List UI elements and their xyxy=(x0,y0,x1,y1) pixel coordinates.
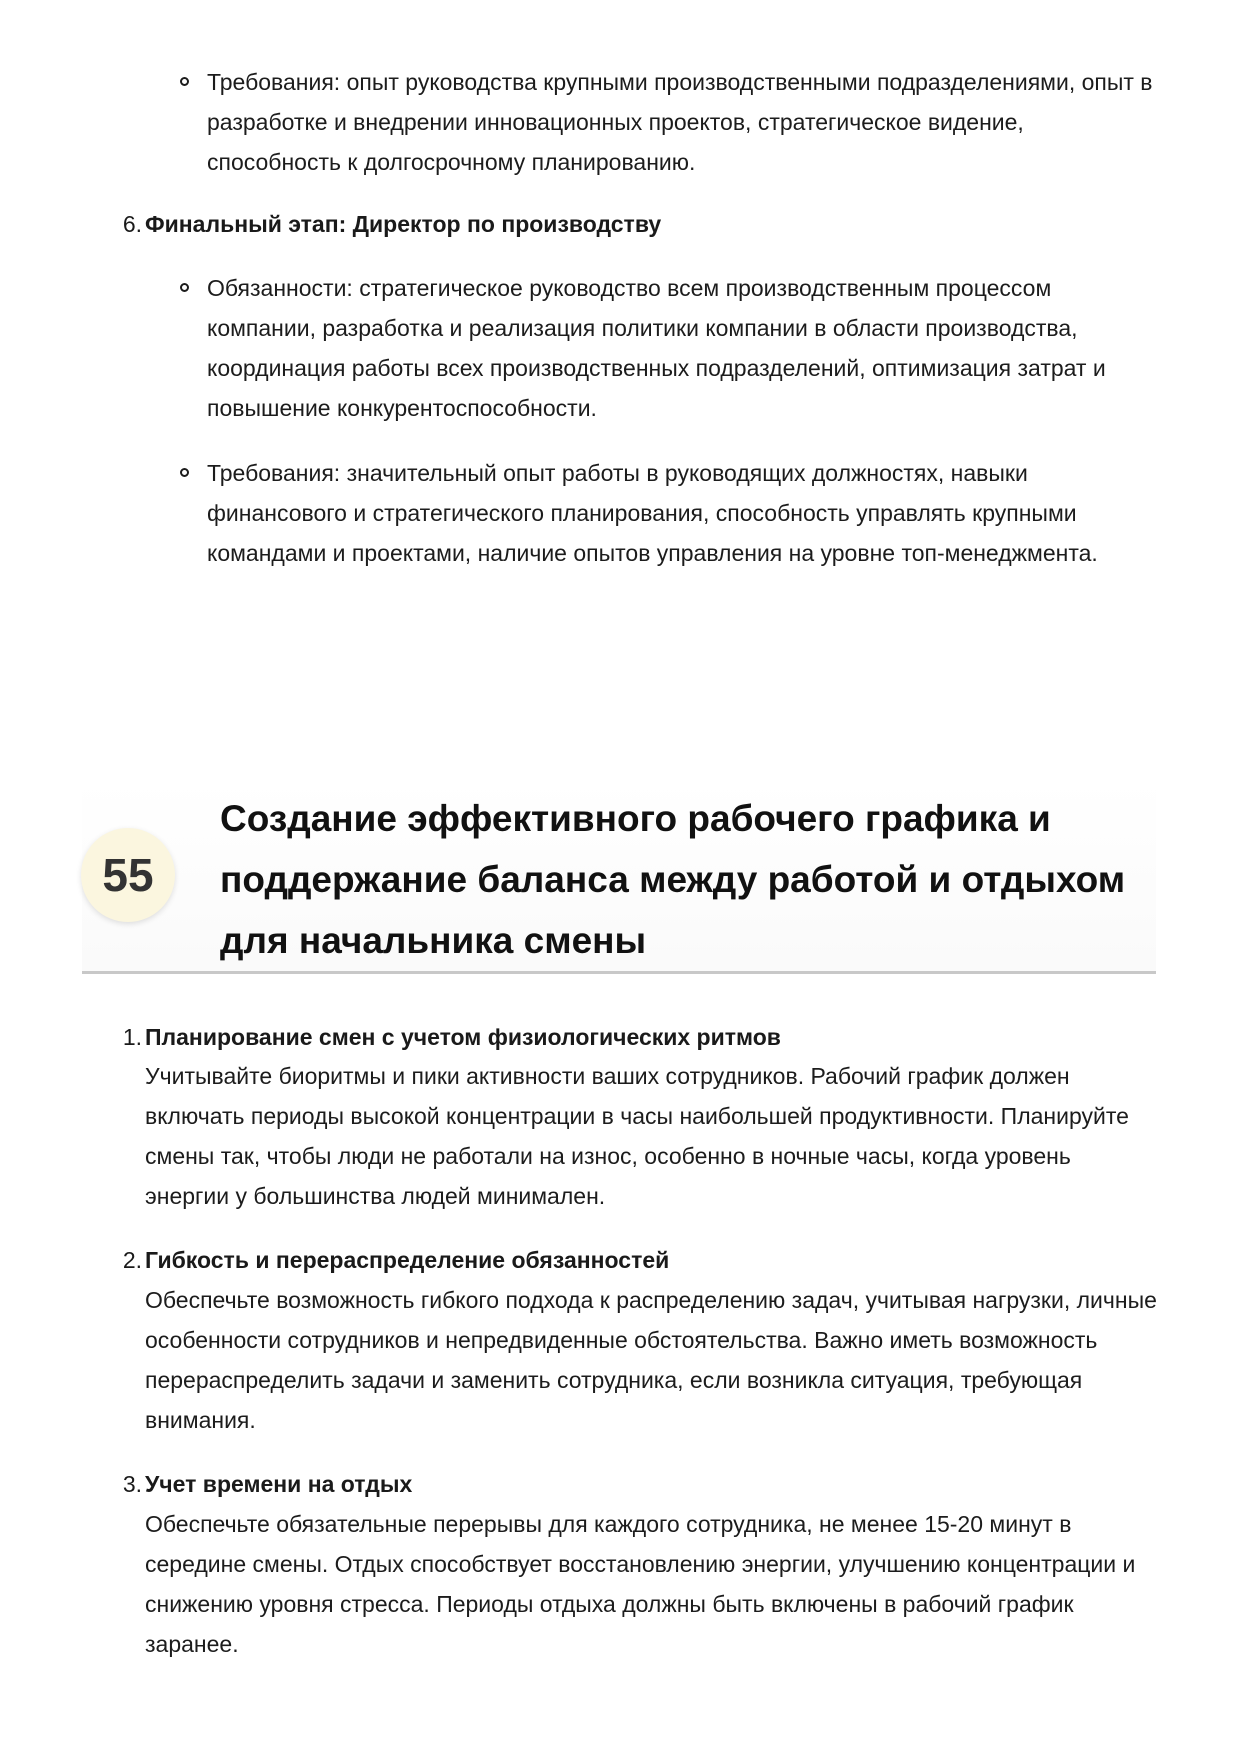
list-item-requirements xyxy=(207,453,1157,573)
list-item-body: Обеспечьте возможность гибкого подхода к распределению задач, учитывая нагрузки, личные особенности сотрудников и непредвиденные обстоятельства. Важно иметь возможность перераспределить задачи и заменить сотрудника, если возникла ситуация, требующая внимания. xyxy=(145,1287,1157,1433)
section-title: Создание эффективного рабочего графика и поддержание баланса между работой и отдыхом для начальника смены xyxy=(220,798,1126,961)
list-item-body: Учитывайте биоритмы и пики активности ваших сотрудников. Рабочий график должен включать периоды высокой концентрации в часы наибольшей продуктивности. Планируйте смены так, чтобы люди не работали на износ, особенно в ночные часы, когда уровень энергии у большинства людей минимален. xyxy=(145,1063,1129,1209)
list-item-title: Гибкость и перераспределение обязанностей xyxy=(145,1247,670,1273)
requirements-text: Требования: значительный опыт работы в руководящих должностях, навыки финансового и стратегического планирования, способность управлять крупными командами и проектами, наличие опытов управления на уровне топ-менеджмента. xyxy=(207,460,1098,566)
list-item-requirements-prev xyxy=(207,62,1157,182)
list-number: 1. xyxy=(122,1024,142,1050)
list-number: 6. xyxy=(122,211,142,237)
list-item-title: Учет времени на отдых xyxy=(145,1471,413,1497)
hollow-bullet-icon xyxy=(180,77,189,86)
list-item-body: Обеспечьте обязательные перерывы для каждого сотрудника, не менее 15-20 минут в середине смены. Отдых способствует восстановлению энергии, улучшению концентрации и снижению уровня стресса. Периоды отдыха должны быть включены в рабочий график заранее. xyxy=(145,1511,1136,1657)
duties-text: Обязанности: стратегическое руководство всем производственным процессом компании, разработка и реализация политики компании в области производства, координация работы всех производственных подразделений, оптимизация затрат и повышение конкурентоспособности. xyxy=(207,275,1106,421)
list-item-duties xyxy=(207,268,1157,428)
section-number-badge: 55 xyxy=(81,828,175,922)
requirements-text: Требования: опыт руководства крупными производственными подразделениями, опыт в разработке и внедрении инновационных проектов, стратегическое видение, способность к долгосрочному планированию. xyxy=(207,69,1153,175)
list-item-title: Финальный этап: Директор по производству xyxy=(145,211,662,237)
hollow-bullet-icon xyxy=(180,283,189,292)
hollow-bullet-icon xyxy=(180,468,189,477)
list-number: 2. xyxy=(122,1247,142,1273)
list-number: 3. xyxy=(122,1471,142,1497)
list-item-title: Планирование смен с учетом физиологических ритмов xyxy=(145,1024,781,1050)
